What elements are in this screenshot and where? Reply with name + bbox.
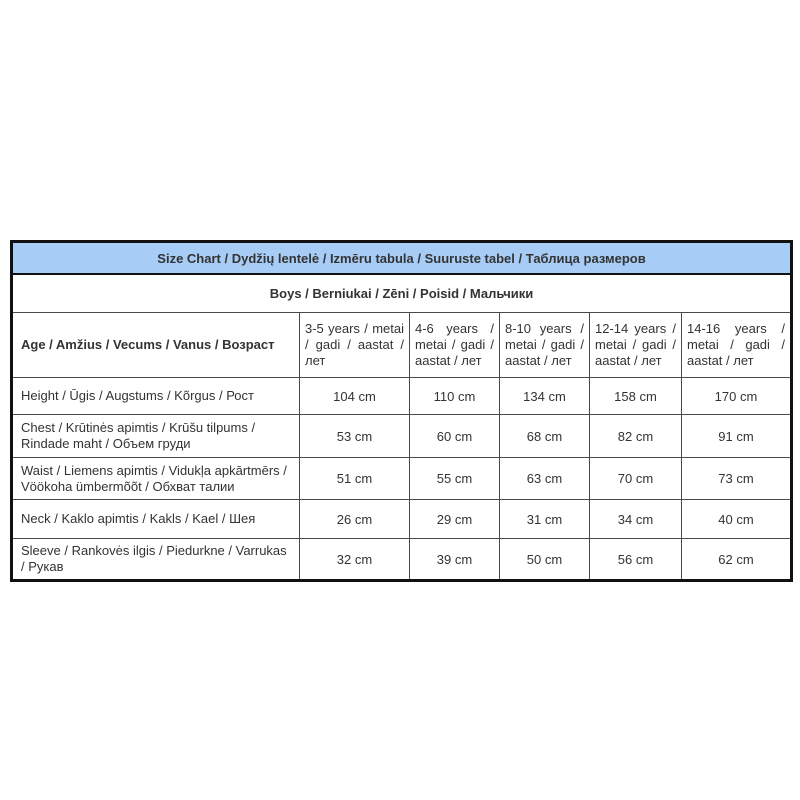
sleeve-value: 62 cm (682, 539, 792, 581)
chest-value: 60 cm (410, 415, 500, 458)
age-row-label: Age / Amžius / Vecums / Vanus / Возраст (12, 313, 300, 378)
size-chart-table (10, 240, 793, 582)
sleeve-value: 39 cm (410, 539, 500, 581)
size-chart-title: Size Chart / Dydžių lentelė / Izmēru tabula / Suuruste tabel / Таблица размеров (12, 242, 792, 275)
height-value: 104 cm (300, 378, 410, 415)
sleeve-row-label: Sleeve / Rankovės ilgis / Piedurkne / Varrukas / Рукав (12, 539, 300, 581)
chest-value: 91 cm (682, 415, 792, 458)
sleeve-value: 56 cm (590, 539, 682, 581)
chest-value: 68 cm (500, 415, 590, 458)
height-value: 110 cm (410, 378, 500, 415)
age-column-12-14-years: 12-14 years / metai / gadi / aastat / лет (590, 313, 682, 378)
waist-value: 63 cm (500, 458, 590, 500)
table-row-waist (12, 458, 792, 500)
height-value: 158 cm (590, 378, 682, 415)
waist-value: 73 cm (682, 458, 792, 500)
age-column-14-16-years: 14-16 years / metai / gadi / aastat / лет (682, 313, 792, 378)
table-row-chest (12, 415, 792, 458)
age-column-8-10-years: 8-10 years / metai / gadi / aastat / лет (500, 313, 590, 378)
chest-value: 53 cm (300, 415, 410, 458)
chest-row-label: Chest / Krūtinės apimtis / Krūšu tilpums / Rindade maht / Объем груди (12, 415, 300, 458)
age-header-row (12, 313, 792, 378)
table-row-height (12, 378, 792, 415)
neck-value: 29 cm (410, 500, 500, 539)
height-value: 134 cm (500, 378, 590, 415)
neck-value: 34 cm (590, 500, 682, 539)
waist-value: 70 cm (590, 458, 682, 500)
height-value: 170 cm (682, 378, 792, 415)
gender-group-subtitle: Boys / Berniukai / Zēni / Poisid / Мальчики (12, 274, 792, 313)
neck-value: 31 cm (500, 500, 590, 539)
subtitle-row (12, 274, 792, 313)
waist-row-label: Waist / Liemens apimtis / Vidukļa apkārtmērs / Vöökoha ümbermõõt / Обхват талии (12, 458, 300, 500)
age-column-4-6-years: 4-6 years / metai / gadi / aastat / лет (410, 313, 500, 378)
title-row (12, 242, 792, 275)
table-row-neck (12, 500, 792, 539)
waist-value: 55 cm (410, 458, 500, 500)
neck-value: 40 cm (682, 500, 792, 539)
table-row-sleeve (12, 539, 792, 581)
waist-value: 51 cm (300, 458, 410, 500)
height-row-label: Height / Ūgis / Augstums / Kõrgus / Рост (12, 378, 300, 415)
sleeve-value: 32 cm (300, 539, 410, 581)
sleeve-value: 50 cm (500, 539, 590, 581)
chest-value: 82 cm (590, 415, 682, 458)
age-column-3-5-years: 3-5 years / metai / gadi / aastat / лет (300, 313, 410, 378)
neck-value: 26 cm (300, 500, 410, 539)
neck-row-label: Neck / Kaklo apimtis / Kakls / Kael / Шея (12, 500, 300, 539)
